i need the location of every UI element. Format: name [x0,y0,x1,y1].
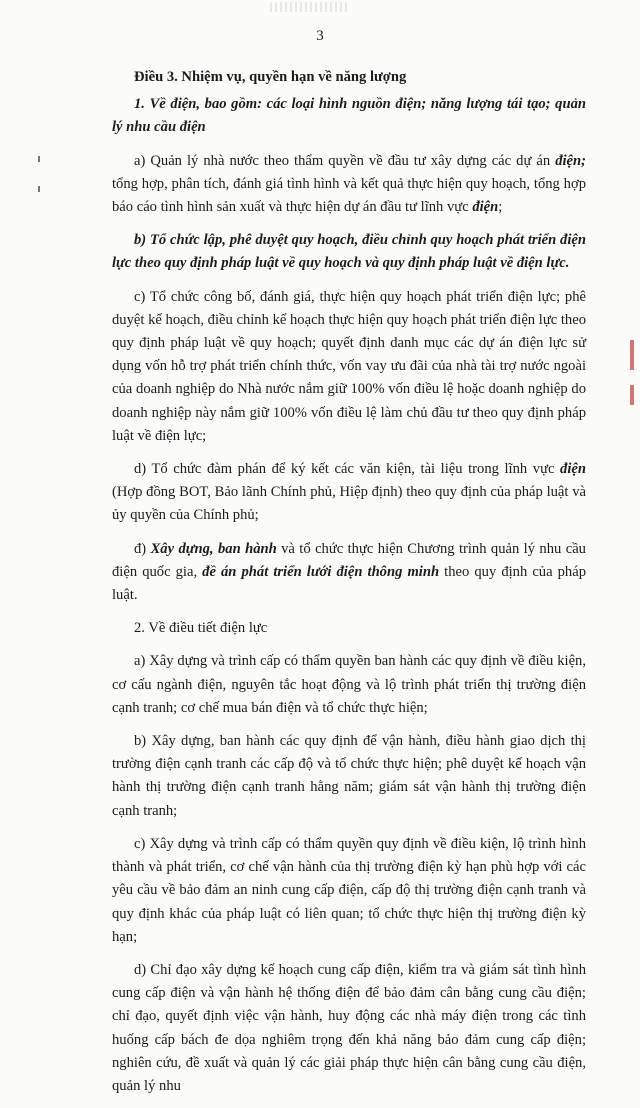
paragraph-1a [112,150,586,220]
red-stamp-edge [630,385,634,405]
p1a-text-end: ; [498,199,503,216]
p1a-emphasis-1: điện; [555,152,586,169]
paragraph-2a: a) Xây dựng và trình cấp có thẩm quyền ban hành các quy định về điều kiện, cơ cấu ngành điện, nguyên tắc hoạt động và lộ trình phát triển thị trường điện cạnh tranh; cơ chế mua bán điện và tổ chức thực hiện; [112,653,586,716]
p1dd-text: đ) [134,540,151,557]
paragraph-2c: c) Xây dựng và trình cấp có thẩm quyền quy định về điều kiện, lộ trình hình thành và phát triển, cơ chế vận hành của thị trường điện kỳ hạn phù hợp với các yêu cầu về bảo đảm an ninh cung cấp điện, cấp độ thị trường điện cạnh tranh và quy định khác của pháp luật có liên quan; tổ chức thực hiện thị trường điện kỳ hạn; [112,835,586,945]
p1dd-text-mid: và tổ chức thực hiện Chương trình quản lý nhu cầu điện quốc gia, [112,540,586,580]
red-stamp-edge [630,340,634,370]
page-number: 3 [316,28,324,44]
p1a-text: a) Quản lý nhà nước theo thẩm quyền về đầu tư xây dựng các dự án [134,152,556,169]
p1a-emphasis-2: điện [472,199,499,216]
paragraph-2d: d) Chỉ đạo xây dựng kế hoạch cung cấp điện, kiểm tra và giám sát tình hình cung cấp điện và vận hành hệ thống điện để bảo đảm cân bằng cung cầu điện; chỉ đạo, quyết định việc vận hành, huy động các nhà máy điện trong các tình huống cấp bách đe dọa nghiêm trọng đến khả năng bảo đảm cung cấp điện; nghiên cứu, đề xuất và quản lý các giải pháp thực hiện cân bằng cung cầu điện, quản lý nhu [112,961,586,1094]
paragraph-1dd [112,538,586,608]
section-1-title: 1. Về điện, bao gồm: các loại hình nguồn điện; năng lượng tái tạo; quản lý nhu cầu điện [112,96,586,136]
paragraph-1b: b) Tổ chức lập, phê duyệt quy hoạch, điều chỉnh quy hoạch phát triển điện lực theo quy định pháp luật về quy hoạch và quy định pháp luật về điện lực. [112,232,586,272]
p1dd-emphasis-2: đề án phát triển lưới điện thông minh [202,563,440,580]
p1d-emphasis: điện [560,461,586,478]
scan-tick-mark [38,156,40,162]
scan-tick-mark [38,186,40,192]
p1d-text-end: (Hợp đồng BOT, Bảo lãnh Chính phủ, Hiệp định) theo quy định của pháp luật và ủy quyền của Chính phủ; [112,484,586,524]
paragraph-1d [112,458,586,528]
paragraph-2b: b) Xây dựng, ban hành các quy định để vận hành, điều hành giao dịch thị trường điện cạnh tranh các cấp độ và tổ chức thực hiện; phê duyệt kế hoạch vận hành thị trường điện cạnh tranh hằng năm; giám sát vận hành thị trường điện cạnh tranh; [112,733,586,819]
scan-artifact-top [270,2,350,12]
paragraph-1c: c) Tổ chức công bố, đánh giá, thực hiện quy hoạch phát triển điện lực; phê duyệt kế hoạch, điều chỉnh kế hoạch thực hiện quy hoạch phát triển điện lực theo quy định pháp luật về quy hoạch; quyết định danh mục các dự án điện lực sử dụng vốn hỗ trợ phát triển chính thức, vốn vay ưu đãi của nhà tài trợ nước ngoài của doanh nghiệp do Nhà nước nắm giữ 100% vốn điều lệ hoặc doanh nghiệp do doanh nghiệp này nắm giữ 100% vốn điều lệ làm chủ đầu tư theo quy định pháp luật về điện lực; [112,288,586,444]
document-body [112,66,586,1108]
section-2-title: 2. Về điều tiết điện lực [134,620,268,637]
p1d-text: d) Tổ chức đàm phán để ký kết các văn kiện, tài liệu trong lĩnh vực [134,461,561,478]
p1a-text-mid: tổng hợp, phân tích, đánh giá tình hình và kết quả thực hiện quy hoạch, tổng hợp báo cáo tình hình sản xuất và thực hiện dự án đầu tư lĩnh vực [112,175,586,216]
article-title: Điều 3. Nhiệm vụ, quyền hạn về năng lượng [134,69,407,85]
p1dd-text-end: theo quy định của pháp luật. [112,563,587,604]
p1dd-emphasis-1: Xây dựng, ban hành [150,540,277,557]
